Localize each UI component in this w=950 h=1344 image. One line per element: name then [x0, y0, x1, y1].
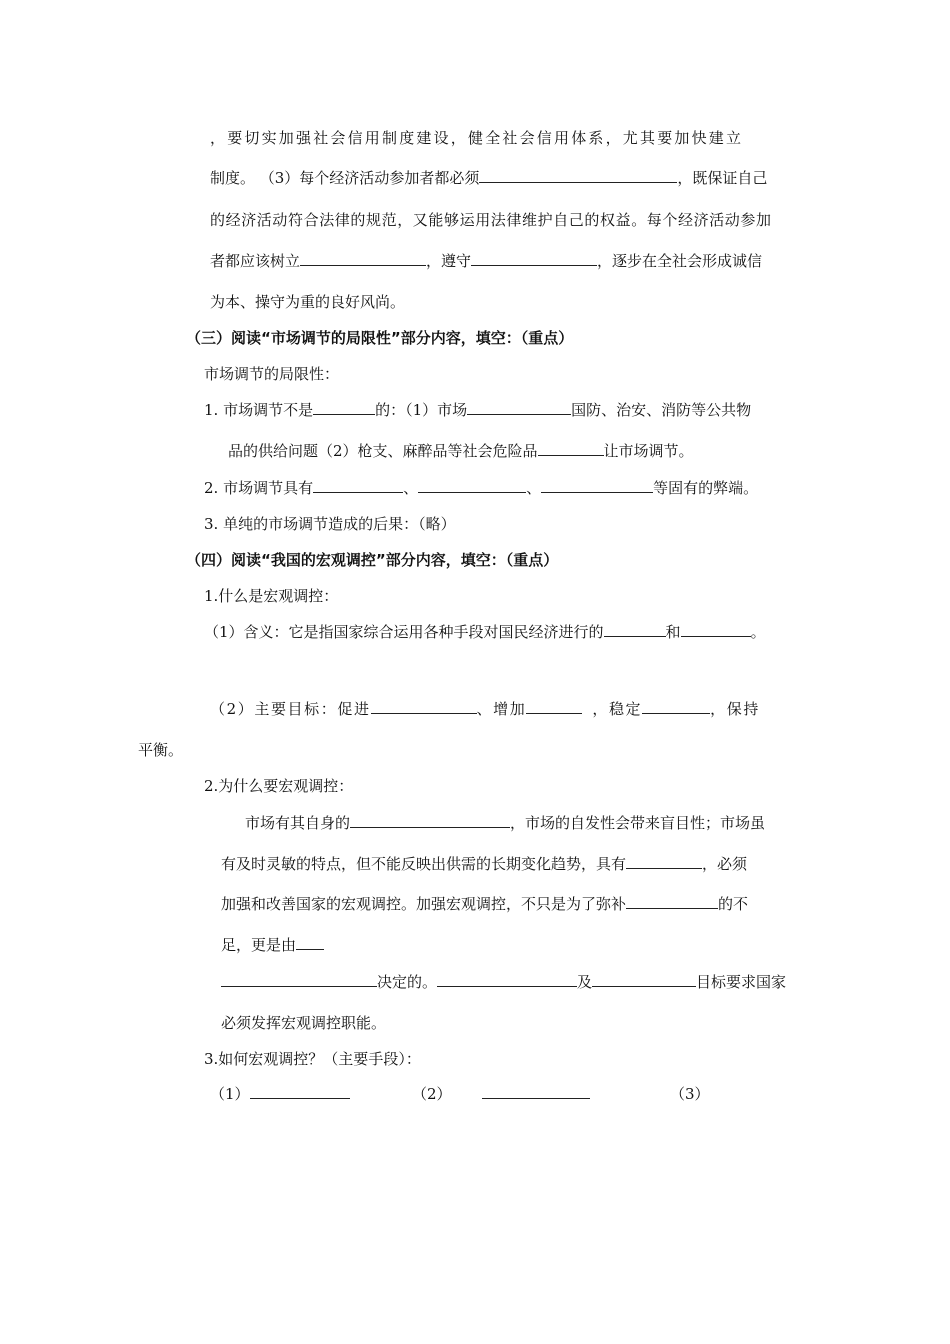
- paragraph-line: 市场调节的局限性：: [204, 365, 340, 383]
- text: 有及时灵敏的特点，但不能反映出供需的长期变化趋势，具有: [221, 855, 627, 873]
- text: 足，更是由: [221, 936, 297, 954]
- fill-blank[interactable]: [371, 699, 477, 714]
- text: （3）: [670, 1085, 710, 1103]
- text: 市场有其自身的: [245, 814, 351, 832]
- paragraph-line: [210, 168, 767, 188]
- fill-blank[interactable]: [642, 699, 710, 714]
- text: 和: [665, 623, 681, 641]
- text: ，必须: [702, 855, 748, 873]
- text: 决定的。: [377, 973, 438, 991]
- list-item: 3. 单纯的市场调节造成的后果：（略）: [204, 515, 456, 533]
- paragraph-line: [221, 854, 747, 874]
- text: 及: [577, 973, 593, 991]
- fill-blank[interactable]: [538, 441, 604, 456]
- text: 制度。 （3）每个经济活动参加者都必须: [210, 169, 480, 187]
- fill-blank[interactable]: [313, 478, 403, 493]
- fill-blank[interactable]: [681, 622, 751, 637]
- fill-blank[interactable]: [592, 972, 696, 987]
- text: 者都应该树立: [210, 252, 301, 270]
- fill-blank[interactable]: [482, 1084, 590, 1099]
- section-heading: （四）阅读“我国的宏观调控”部分内容，填空：（重点）: [186, 551, 559, 569]
- fill-blank[interactable]: [467, 400, 571, 415]
- fill-blank[interactable]: [300, 251, 426, 266]
- fill-blank[interactable]: [604, 622, 666, 637]
- paragraph-line: [204, 622, 766, 642]
- list-item: [204, 478, 758, 498]
- text: ，既保证自己: [677, 169, 768, 187]
- text: 1. 市场调节不是: [204, 401, 314, 419]
- paragraph-line: 为本、操守为重的良好风尚。: [210, 293, 406, 311]
- text: 、: [526, 479, 542, 497]
- paragraph-line: 平衡。: [138, 741, 184, 759]
- paragraph-line: [221, 894, 748, 914]
- paragraph-line: [210, 251, 762, 271]
- text: ，市场的自发性会带来盲目性；市场虽: [510, 814, 766, 832]
- paragraph-line: 的经济活动符合法律的规范，又能够运用法律维护自己的权益。每个经济活动参加: [210, 211, 772, 229]
- fill-blank[interactable]: [626, 854, 702, 869]
- paragraph-line: [245, 813, 765, 833]
- fill-blank[interactable]: [437, 972, 577, 987]
- text: 的：（1）市场: [375, 401, 468, 419]
- text: （1）含义：它是指国家综合运用各种手段对国民经济进行的: [204, 623, 604, 641]
- text: ，稳定: [592, 700, 643, 718]
- text: ，逐步在全社会形成诚信: [597, 252, 763, 270]
- section-heading: （三）阅读“市场调节的局限性”部分内容，填空：（重点）: [186, 329, 574, 347]
- text: 。: [750, 623, 766, 641]
- fill-blank[interactable]: [526, 699, 582, 714]
- list-item-continuation: [228, 441, 694, 461]
- paragraph-line: [221, 935, 324, 955]
- text: 让市场调节。: [603, 442, 694, 460]
- text: 国防、治安、消防等公共物: [571, 401, 752, 419]
- fill-blank[interactable]: [296, 935, 324, 950]
- text: 、增加: [476, 700, 527, 718]
- text: 、: [403, 479, 419, 497]
- fill-blank[interactable]: [418, 478, 526, 493]
- text: 品的供给问题（2）枪支、麻醉品等社会危险品: [228, 442, 538, 460]
- text: 2. 市场调节具有: [204, 479, 314, 497]
- fill-blank[interactable]: [313, 400, 375, 415]
- question: 3.如何宏观调控？（主要手段）：: [204, 1050, 421, 1068]
- fill-blank[interactable]: [479, 168, 677, 183]
- text: 加强和改善国家的宏观调控。加强宏观调控，不只是为了弥补: [221, 895, 627, 913]
- text: （2）: [412, 1085, 452, 1103]
- means-item: [412, 1084, 590, 1104]
- text: （2）主要目标：促进: [210, 700, 371, 718]
- fill-blank[interactable]: [350, 813, 510, 828]
- text: 的不: [718, 895, 749, 913]
- fill-blank[interactable]: [471, 251, 597, 266]
- question: 2.为什么要宏观调控：: [204, 777, 354, 795]
- means-item: [670, 1084, 710, 1104]
- text: 目标要求国家: [696, 973, 787, 991]
- fill-blank[interactable]: [626, 894, 718, 909]
- text: ，保持: [710, 700, 760, 718]
- paragraph-line: ，要切实加强社会信用制度建设，健全社会信用体系，尤其要加快建立: [210, 129, 744, 147]
- list-item: [204, 400, 751, 420]
- text: 等固有的弊端。: [653, 479, 759, 497]
- fill-blank[interactable]: [221, 972, 377, 987]
- paragraph-line: [221, 972, 786, 992]
- paragraph-line: 必须发挥宏观调控职能。: [221, 1014, 387, 1032]
- text: （1）: [210, 1085, 250, 1103]
- question: 1.什么是宏观调控：: [204, 587, 339, 605]
- means-item: [210, 1084, 350, 1104]
- text: ，遵守: [426, 252, 472, 270]
- fill-blank[interactable]: [541, 478, 653, 493]
- fill-blank[interactable]: [250, 1084, 350, 1099]
- paragraph-line: [210, 699, 760, 719]
